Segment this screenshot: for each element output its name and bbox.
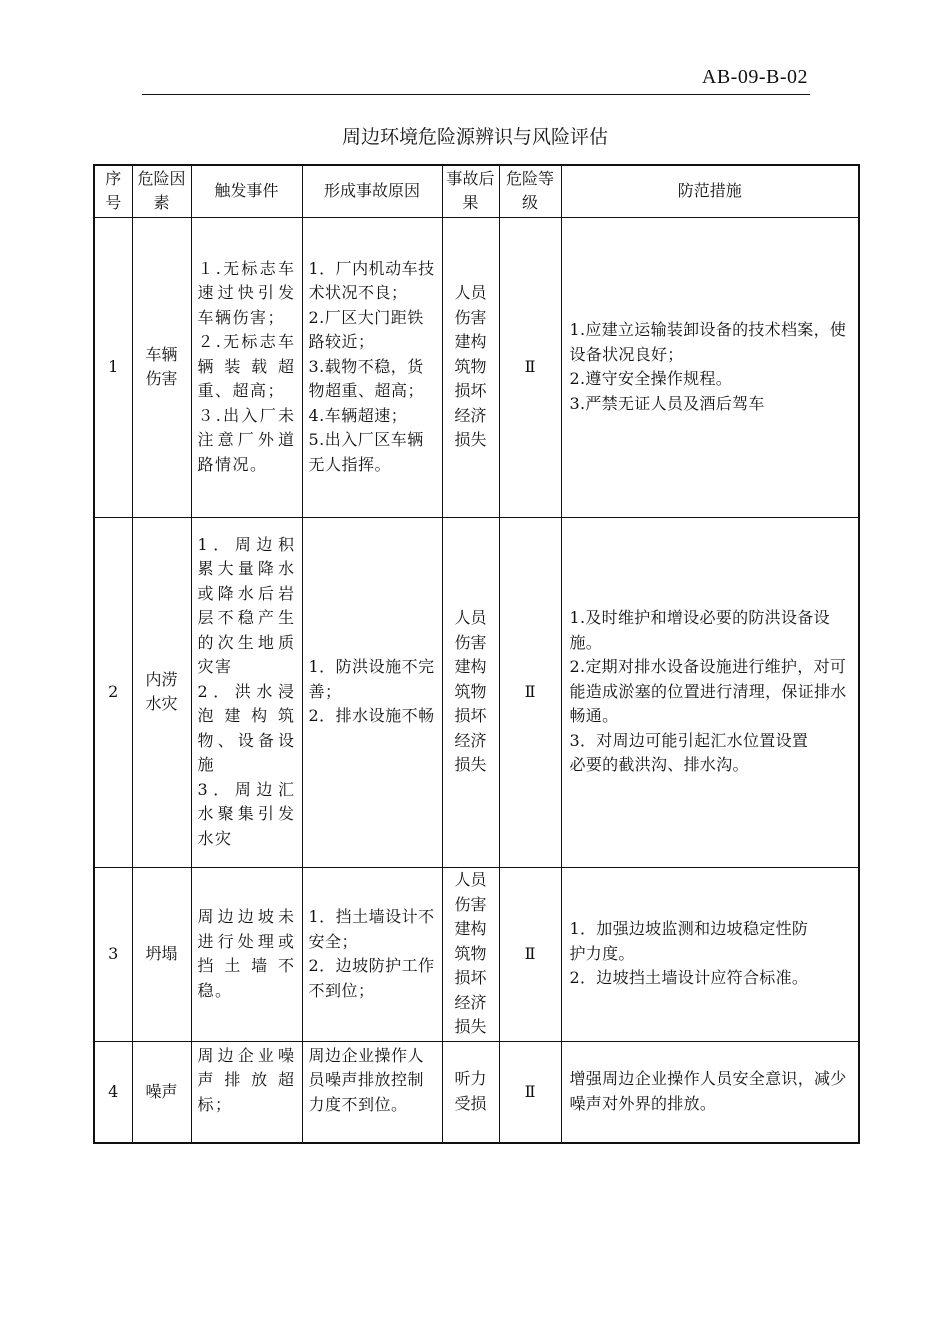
risk-level: Ⅱ [499, 1041, 561, 1143]
row-number: 3 [94, 867, 132, 1041]
column-header-trigger: 触发事件 [191, 165, 302, 217]
accident-consequence: 人员伤害建构筑物损坏经济损失 [442, 867, 499, 1041]
prevention-measures: 1.应建立运输装卸设备的技术档案，使设备状况良好； 2.遵守安全操作规程。 3.严禁无证人员及酒后驾车 [561, 217, 859, 517]
table-row [94, 1041, 859, 1143]
column-header-cause: 形成事故原因 [302, 165, 442, 217]
trigger-event: 1．周边积累大量降水或降水后岩层不稳产生的次生地质灾害 2．洪水浸泡建构筑物、设备设施 3．周边汇水聚集引发水灾 [191, 517, 302, 867]
column-header-no: 序号 [94, 165, 132, 217]
page-title: 周边环境危险源辨识与风险评估 [341, 126, 608, 148]
accident-consequence: 听力受损 [442, 1041, 499, 1143]
trigger-event: 周边企业噪声排放超标； [191, 1041, 302, 1143]
row-number: 1 [94, 217, 132, 517]
column-header-level: 危险等级 [499, 165, 561, 217]
document-code: AB-09-B-02 [701, 66, 808, 88]
risk-level: Ⅱ [499, 867, 561, 1041]
column-header-measures: 防范措施 [561, 165, 859, 217]
accident-cause: 1．厂内机动车技术状况不良； 2.厂区大门距铁路较近； 3.载物不稳，货物超重、超高； 4.车辆超速； 5.出入厂区车辆无人指挥。 [302, 217, 442, 517]
accident-consequence: 人员伤害建构筑物损坏经济损失 [442, 217, 499, 517]
column-header-consequence: 事故后果 [442, 165, 499, 217]
prevention-measures: 增强周边企业操作人员安全意识，减少噪声对外界的排放。 [561, 1041, 859, 1143]
risk-assessment-table [93, 164, 860, 1144]
trigger-event: １.无标志车速过快引发车辆伤害； ２.无标志车辆装载超重、超高； ３.出入厂未注意厂外道路情况。 [191, 217, 302, 517]
risk-level: Ⅱ [499, 217, 561, 517]
hazard-factor: 噪声 [132, 1041, 191, 1143]
column-header-factor: 危险因素 [132, 165, 191, 217]
hazard-factor: 车辆伤害 [132, 217, 191, 517]
table-row [94, 517, 859, 867]
hazard-factor: 坍塌 [132, 867, 191, 1041]
header-rule [142, 94, 810, 95]
hazard-factor: 内涝水灾 [132, 517, 191, 867]
table-row [94, 867, 859, 1041]
trigger-event: 周边边坡未进行处理或挡土墙不稳。 [191, 867, 302, 1041]
accident-cause: 1．防洪设施不完善； 2．排水设施不畅 [302, 517, 442, 867]
prevention-measures: 1．加强边坡监测和边坡稳定性防 护力度。 2．边坡挡土墙设计应符合标准。 [561, 867, 859, 1041]
accident-consequence: 人员伤害建构筑物损坏经济损失 [442, 517, 499, 867]
risk-level: Ⅱ [499, 517, 561, 867]
prevention-measures: 1.及时维护和增设必要的防洪设备设施。 2.定期对排水设备设施进行维护，对可能造成淤塞的位置进行清理，保证排水畅通。 3．对周边可能引起汇水位置设置 必要的截洪沟、排水沟。 [561, 517, 859, 867]
table-header-row [94, 165, 859, 217]
table-row [94, 217, 859, 517]
accident-cause: 1．挡土墙设计不安全； 2．边坡防护工作不到位； [302, 867, 442, 1041]
accident-cause: 周边企业操作人员噪声排放控制力度不到位。 [302, 1041, 442, 1143]
row-number: 2 [94, 517, 132, 867]
row-number: 4 [94, 1041, 132, 1143]
